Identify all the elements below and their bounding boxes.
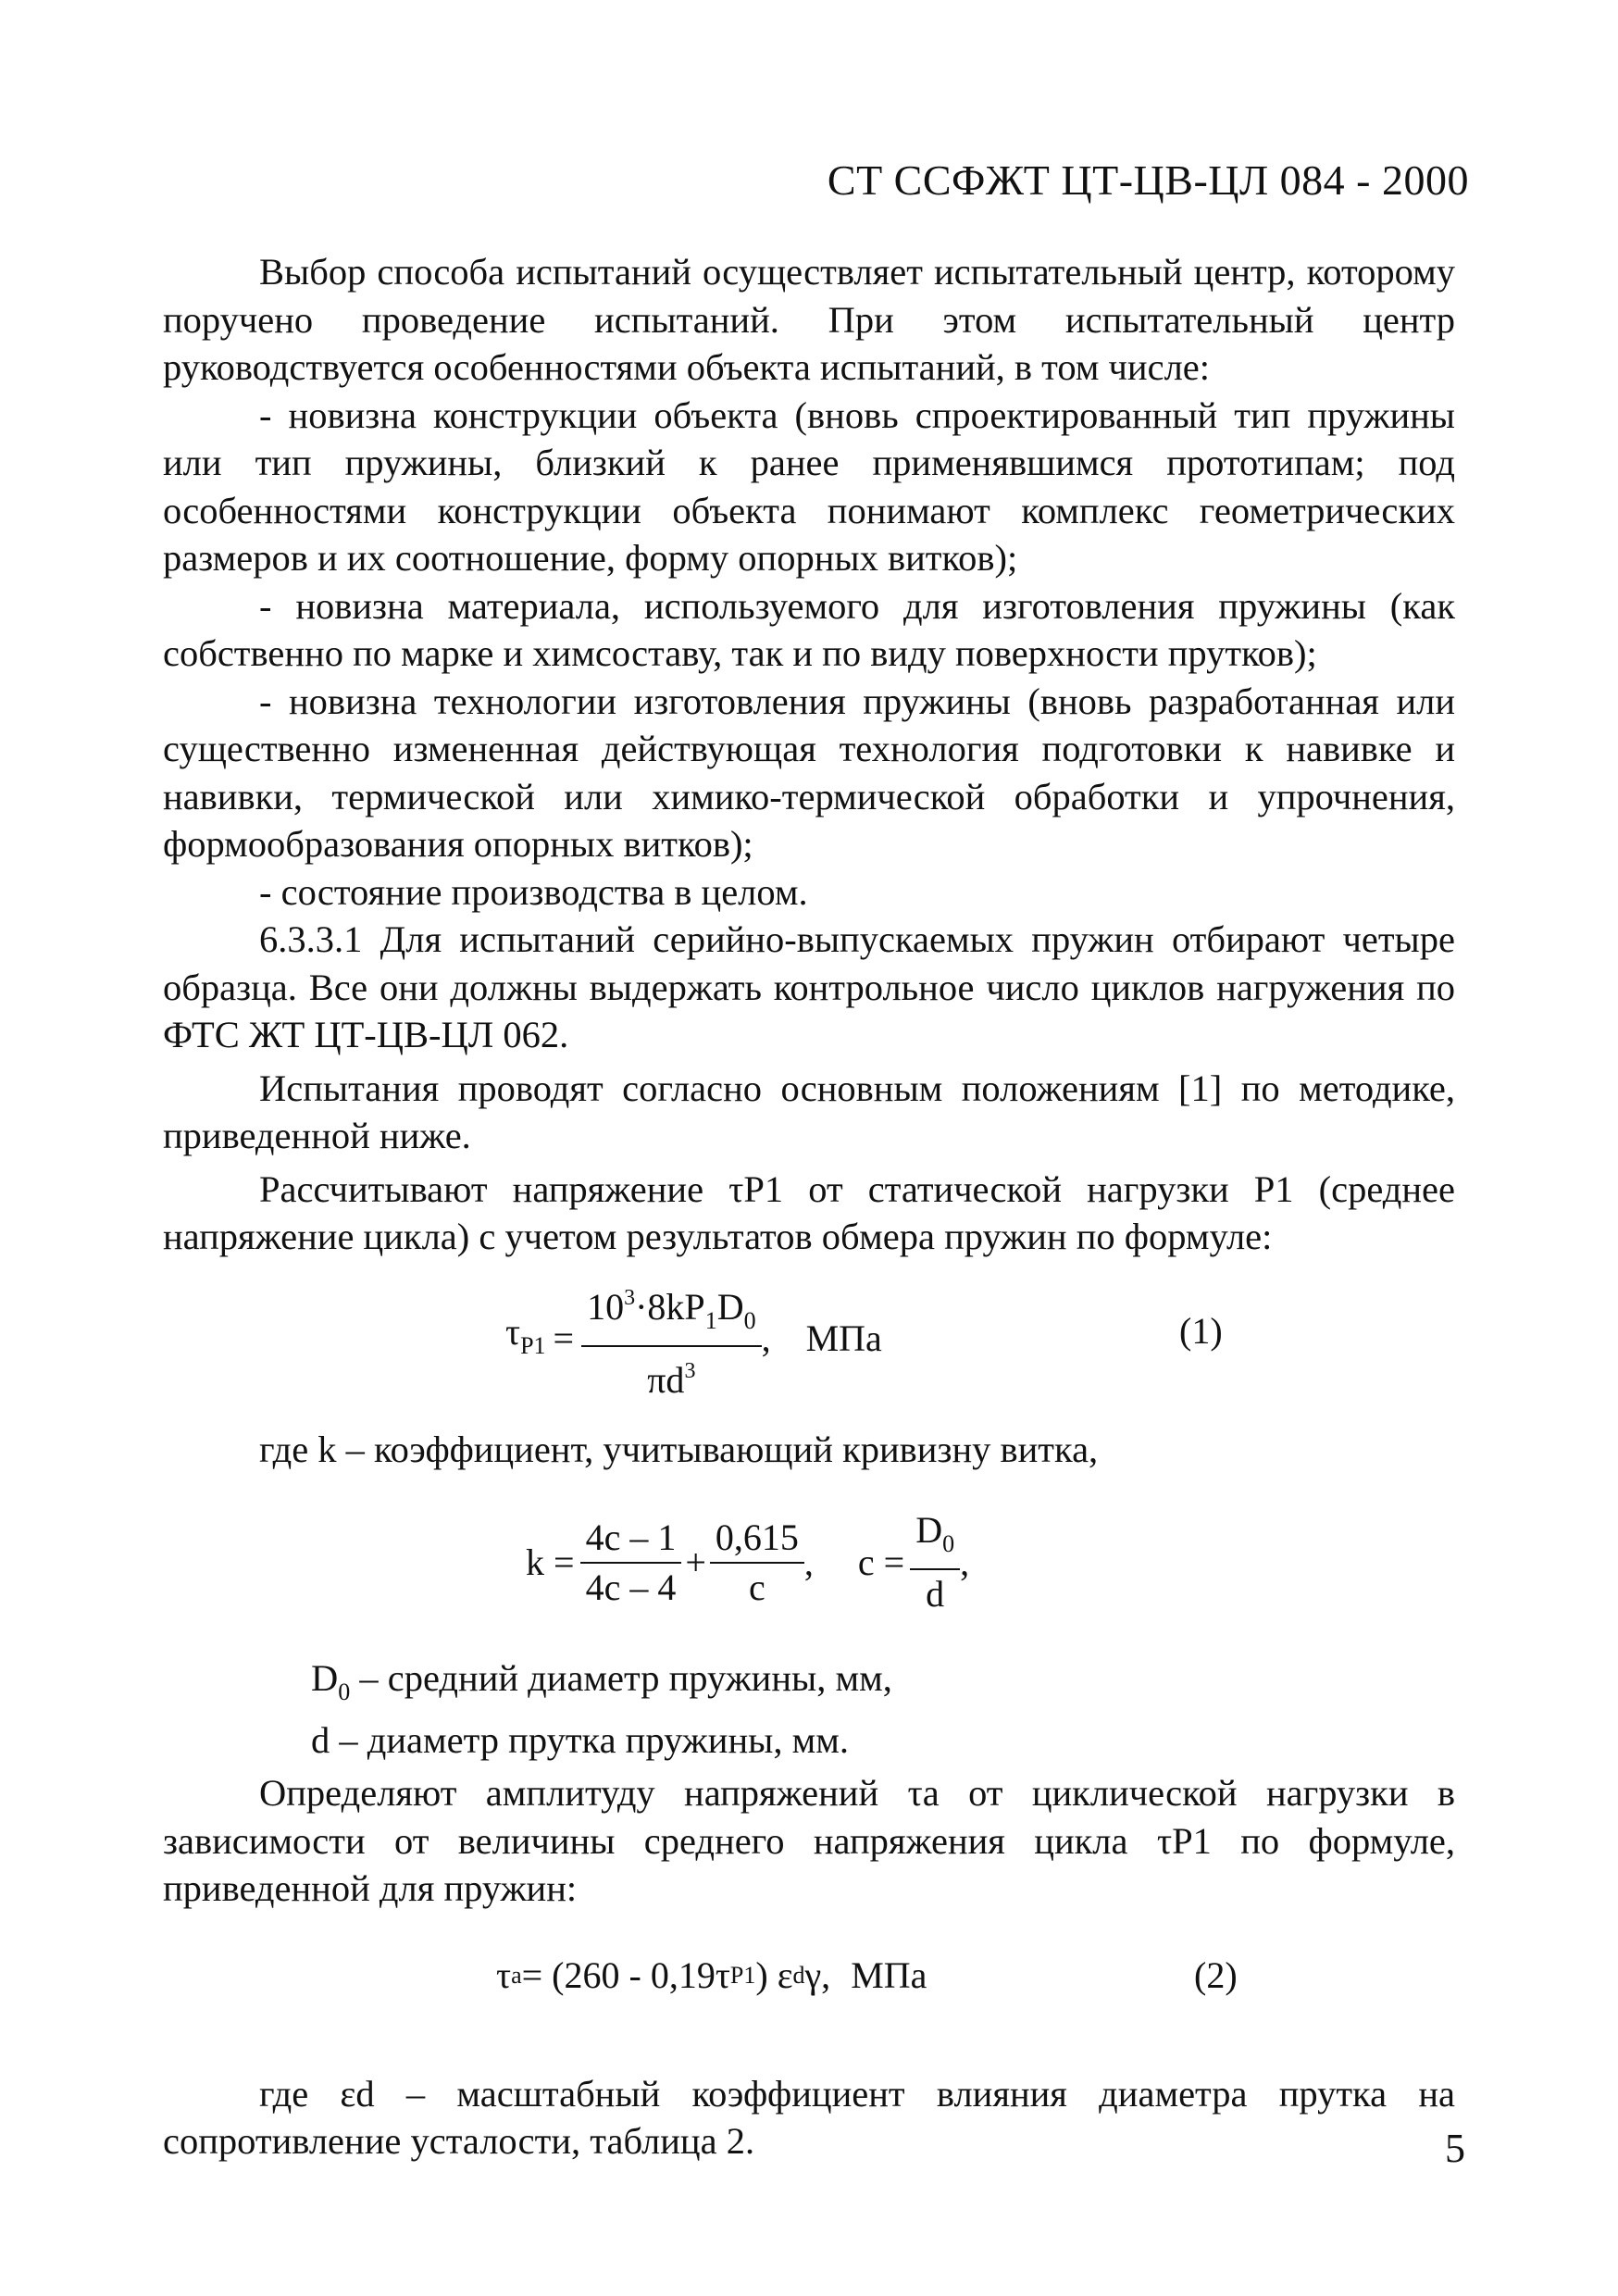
formula-1-fraction: $\frac{10^3\cdot 8kP_1D_0}{\pi d^3}$ — [581, 1276, 761, 1403]
document-code-header: СТ ССФЖТ ЦТ-ЦВ-ЦЛ 084 - 2000 — [827, 156, 1469, 204]
list-item-design-novelty: - новизна конструкции объекта (вновь спроектированный тип пружины или тип пружины, близкий к ранее применявшимся прототипам; под особенностями конструкции объекта понимают комплекс геометрических размеров и их соотношение, форму опорных витков); — [163, 393, 1455, 579]
paragraph-test-procedure: Испытания проводят согласно основным положениям [1] по методике, приведенной ниже. — [163, 1067, 1455, 1156]
paragraph-amplitude: Определяют амплитуду напряжений τa от циклической нагрузки в зависимости от величины среднего напряжения цикла τP1 по формуле, приведенной для пружин: — [163, 1772, 1455, 1909]
paragraph-test-method-choice: Выбор способа испытаний осуществляет испытательный центр, которому поручено проведение испытаний. При этом испытательный центр руководствуется особенностями объекта испытаний, в том числе: — [163, 251, 1455, 388]
page-body — [163, 248, 1455, 2165]
paragraph-stress-calculation: Рассчитывают напряжение τP1 от статической нагрузки P1 (среднее напряжение цикла) с учетом результатов обмера пружин по формуле: — [163, 1167, 1455, 1257]
formula-k: k = $\frac{4c - 1}{4c - 4}$ + $\frac{0,615}{c}$ , c = $\frac{D_0}{d}$ , — [526, 1509, 970, 1615]
definition-d0: $D_0$ – средний диаметр пружины, мм, — [311, 1657, 892, 1705]
paragraph-scale-factor: где εd – масштабный коэффициент влияния диаметра прутка на сопротивление усталости, таблица 2. — [163, 2072, 1455, 2162]
list-item-production-state: - состояние производства в целом. — [259, 870, 808, 913]
paragraph-6-3-3-1: 6.3.3.1 Для испытаний серийно-выпускаемых пружин отбирают четыре образца. Все они должны выдержать контрольное число циклов нагружения по ФТС ЖТ ЦТ-ЦВ-ЦЛ 062. — [163, 918, 1455, 1055]
list-item-technology-novelty: - новизна технологии изготовления пружины (вновь разработанная или существенно измененная действующая технология подготовки к навивке и навивки, термической или химико-термической обработки и упрочнения, формообразования опорных витков); — [163, 680, 1455, 865]
formula-2: τ a = (260 - 0,19τ P1 ) ε d γ, МПа (2) — [163, 1952, 1455, 2039]
formula-1: $\tau_{P1}$ = $\frac{10^3\cdot 8kP_1D_0}{\pi d^3}$ , МПа (1) — [163, 1276, 1455, 1405]
formula-1-number: (1) — [1179, 1309, 1223, 1352]
formula-1-lhs: $\tau_{P1}$ — [505, 1310, 546, 1359]
definition-d: d – диаметр прутка пружины, мм. — [311, 1718, 849, 1761]
paragraph-k-definition: где k – коэффициент, учитывающий кривизну витка, — [259, 1428, 1099, 1470]
formula-2-number: (2) — [1194, 1953, 1238, 1996]
formula-1-unit: МПа — [805, 1317, 882, 1360]
list-item-material-novelty: - новизна материала, используемого для изготовления пружины (как собственно по марке и химсоставу, так и по виду поверхности прутков); — [163, 584, 1455, 674]
page-number: 5 — [1445, 2126, 1465, 2171]
